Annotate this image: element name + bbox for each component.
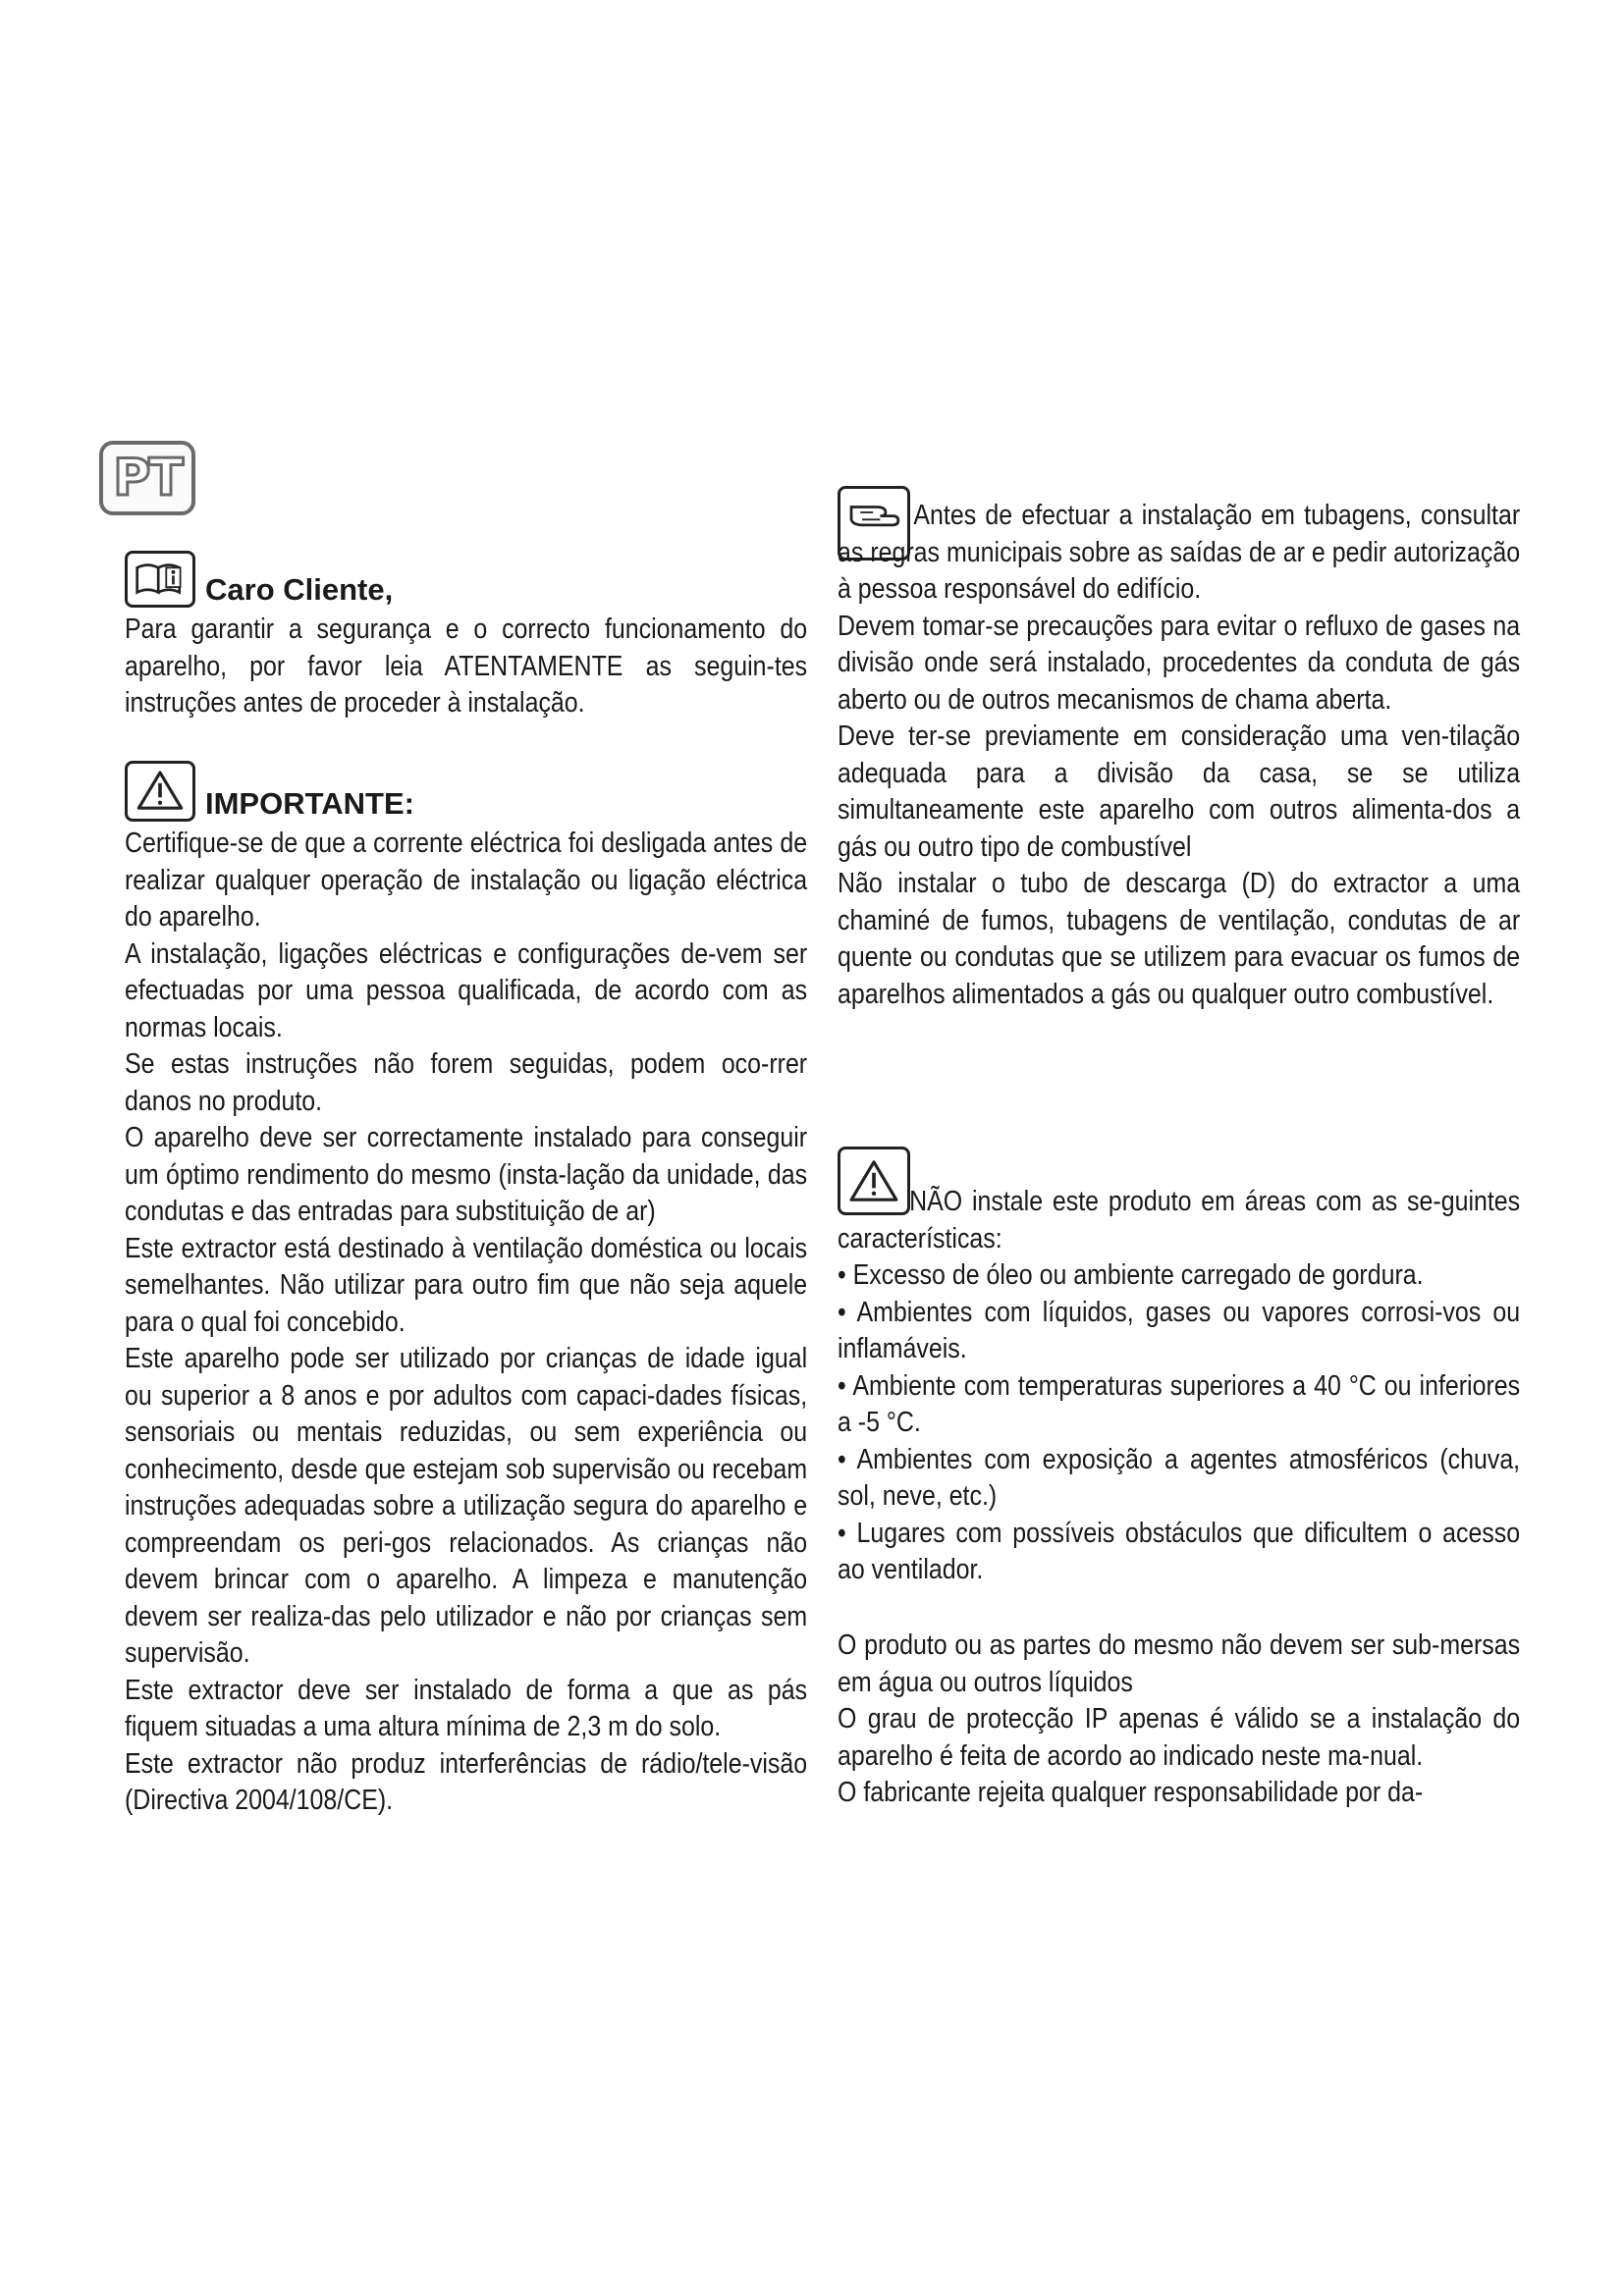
important-paragraph: Este extractor deve ser instalado de forma a que as pás fiquem situadas a uma altura mínima de 2,3 m do solo. xyxy=(125,1674,808,1742)
important-title: IMPORTANTE: xyxy=(205,785,414,821)
restriction-item: • Ambientes com líquidos, gases ou vapores corrosi-vos ou inflamáveis. xyxy=(838,1296,1521,1364)
important-paragraph: A instalação, ligações eléctricas e configurações de-vem ser efectuadas por uma pessoa qualificada, de acordo com as normas locais. xyxy=(125,937,808,1043)
important-paragraph: Certifique-se de que a corrente eléctrica foi desligada antes de realizar qualquer operação de instalação ou ligação eléctrica do aparelho. xyxy=(125,828,808,933)
important-paragraph: Este extractor não produz interferências de rádio/tele-visão (Directiva 2004/108/CE). xyxy=(125,1747,808,1816)
closing-paragraph: O produto ou as partes do mesmo não devem ser sub-mersas em água ou outros líquidos xyxy=(838,1629,1521,1698)
language-code: PT xyxy=(113,449,182,507)
language-badge xyxy=(99,441,195,515)
note-paragraph: Antes de efectuar a instalação em tubagens, consultar as regras municipais sobre as saídas de ar e pedir autorização à pessoa responsável do edifício. xyxy=(838,500,1521,605)
restriction-item: • Lugares com possíveis obstáculos que dificultem o acesso ao ventilador. xyxy=(838,1517,1521,1585)
note-paragraph: Deve ter-se previamente em consideração uma ven-tilação adequada para a divisão da casa, se se utiliza simultaneamente este aparelho com outros alimenta-dos a gás ou outro tipo de combustível xyxy=(838,721,1521,863)
restriction-item: • Ambientes com exposição a agentes atmosféricos (chuva, sol, neve, etc.) xyxy=(838,1443,1521,1512)
restrictions-intro: NÃO instale este produto em áreas com as se-guintes características: xyxy=(838,1186,1521,1255)
restrictions-section xyxy=(838,1147,1520,1589)
important-paragraph: O aparelho deve ser correctamente instalado para conseguir um óptimo rendimento do mesmo (insta-lação da unidade, das condutas e das entradas para substituição de ar) xyxy=(125,1122,808,1227)
closing-section xyxy=(838,1628,1520,1812)
important-section xyxy=(125,761,807,1820)
restriction-item: • Excesso de óleo ou ambiente carregado de gordura. xyxy=(838,1259,1424,1291)
closing-paragraph: O grau de protecção IP apenas é válido se a instalação do aparelho é feita de acordo ao indicado neste ma-nual. xyxy=(838,1703,1521,1772)
important-paragraph: Este extractor está destinado à ventilação doméstica ou locais semelhantes. Não utilizar para outro fim que não seja aquele para o qual foi concebido. xyxy=(125,1232,808,1338)
greeting-title: Caro Cliente, xyxy=(205,571,394,607)
note-paragraph: Não instalar o tubo de descarga (D) do extractor a uma chaminé de fumos, tubagens de ventilação, condutas de ar quente ou condutas que se utilizem para evacuar os fumos de aparelhos alimentados a gás ou qualquer outro combustível. xyxy=(838,868,1521,1010)
note-paragraph: Devem tomar-se precauções para evitar o refluxo de gases na divisão onde será instalado, procedentes da conduta de gás aberto ou de outros mecanismos de chama aberta. xyxy=(838,610,1521,716)
greeting-text: Para garantir a segurança e o correcto funcionamento do aparelho, por favor leia ATENTAMENTE as seguin-tes instruções antes de proceder à instalação. xyxy=(125,614,808,719)
warning-triangle-icon xyxy=(125,761,195,822)
note-section xyxy=(838,486,1520,1013)
closing-paragraph: O fabricante rejeita qualquer responsabilidade por da- xyxy=(838,1777,1424,1808)
important-paragraph: Se estas instruções não forem seguidas, podem oco-rrer danos no produto. xyxy=(125,1048,808,1117)
important-paragraph: Este aparelho pode ser utilizado por crianças de idade igual ou superior a 8 anos e por adultos com capaci-dades físicas, sensoriais ou mentais reduzidas, ou sem experiência ou conhecimento, desde que estejam sob supervisão ou recebam instruções adequadas sobre a utilização segura do aparelho e compreendam os peri-gos relacionados. As crianças não devem brincar com o aparelho. A limpeza e manutenção devem ser realiza-das pelo utilizador e não por crianças sem supervisão. xyxy=(125,1343,808,1669)
restriction-item: • Ambiente com temperaturas superiores a 40 °C ou inferiores a -5 °C. xyxy=(838,1369,1521,1438)
book-info-icon xyxy=(125,551,195,608)
greeting-section xyxy=(125,551,807,722)
